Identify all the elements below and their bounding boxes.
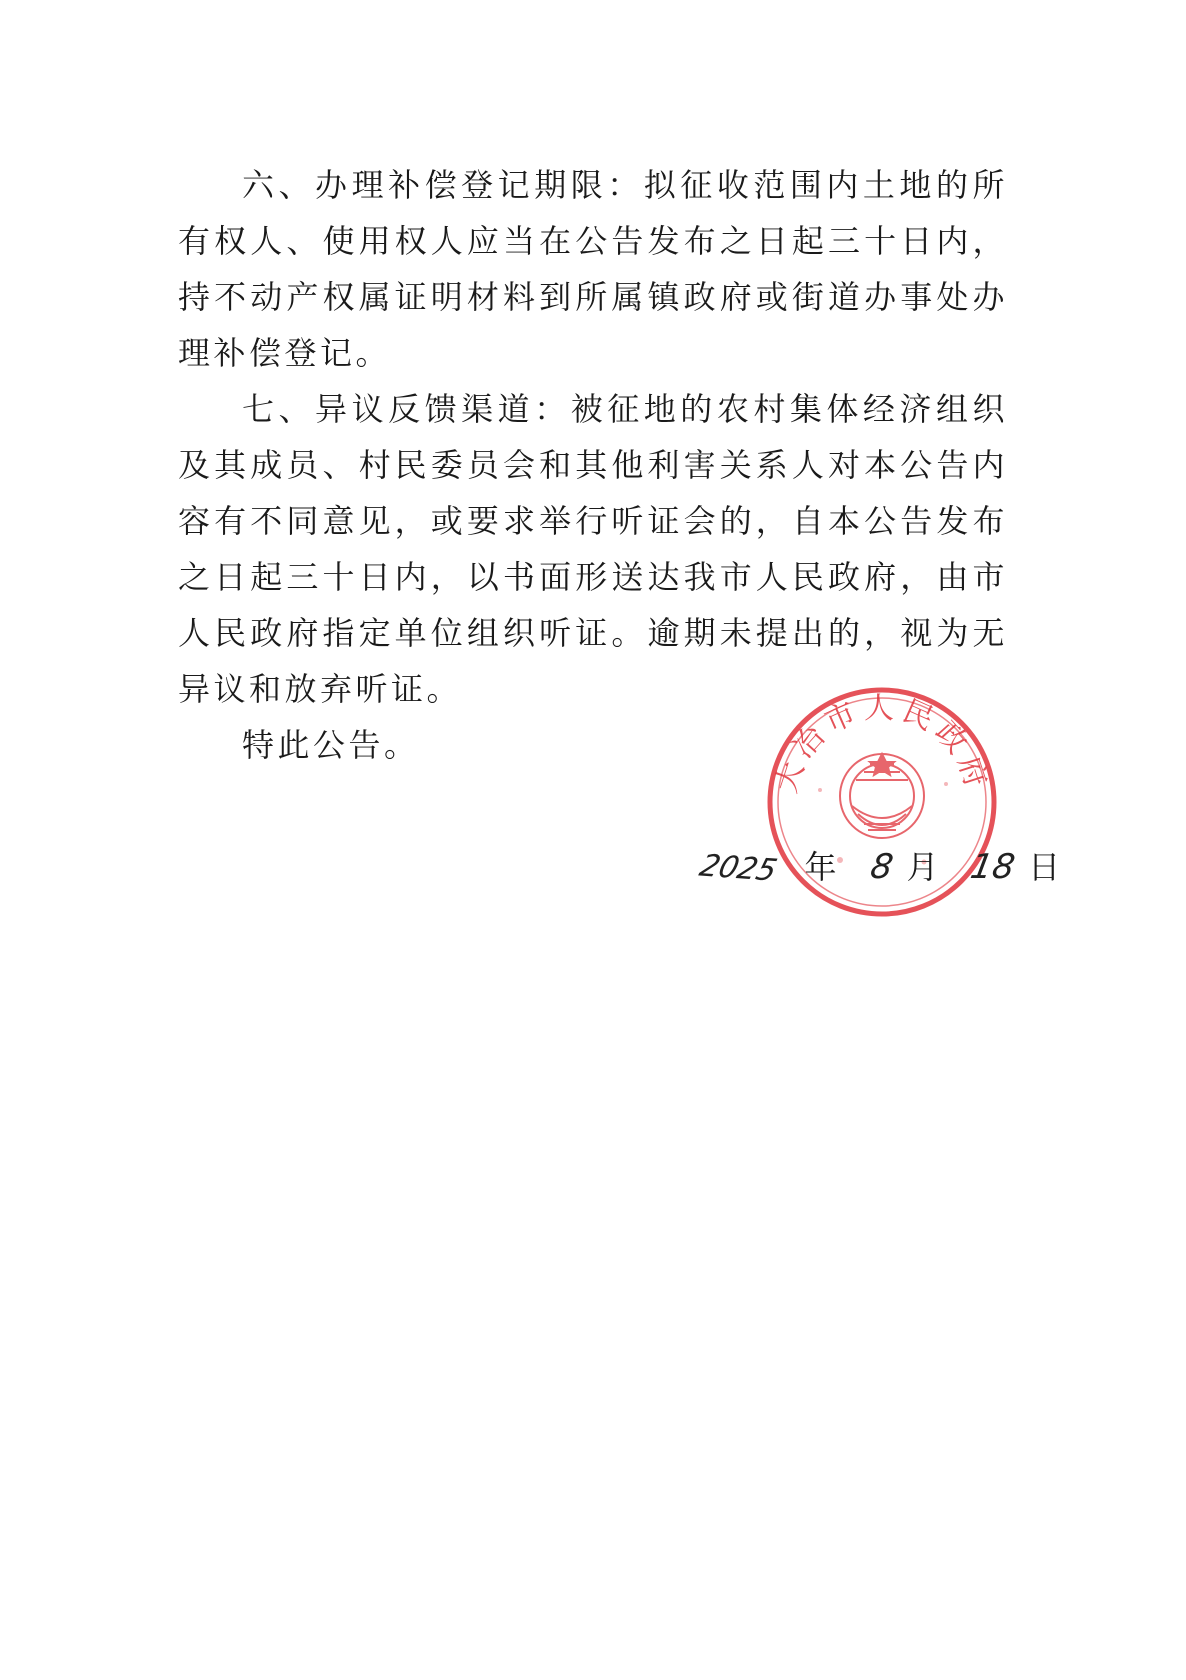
signature-date <box>695 842 1063 890</box>
date-year-suffix: 年 <box>804 848 839 886</box>
svg-text:大冶市人民政府: 大冶市人民政府 <box>768 691 996 798</box>
paragraph-objection-channel: 七、异议反馈渠道：被征地的农村集体经济组织及其成员、村民委员会和其他利害关系人对本公告内容有不同意见，或要求举行听证会的，自本公告发布之日起三十日内，以书面形送达我市人民政府，由市人民政府指定单位组织听证。逾期未提出的，视为无异议和放弃听证。 <box>178 390 1008 708</box>
paragraph-registration-deadline: 六、办理补偿登记期限：拟征收范围内土地的所有权人、使用权人应当在公告发布之日起三十日内，持不动产权属证明材料到所属镇政府或街道办事处办理补偿登记。 <box>178 166 1008 372</box>
date-day: 18 <box>967 847 1018 887</box>
date-month: 8 <box>867 847 896 887</box>
date-month-suffix: 月 <box>906 848 941 886</box>
closing-statement: 特此公告。 <box>242 726 420 764</box>
date-year: 2025 <box>695 848 781 889</box>
date-day-suffix: 日 <box>1028 848 1063 886</box>
